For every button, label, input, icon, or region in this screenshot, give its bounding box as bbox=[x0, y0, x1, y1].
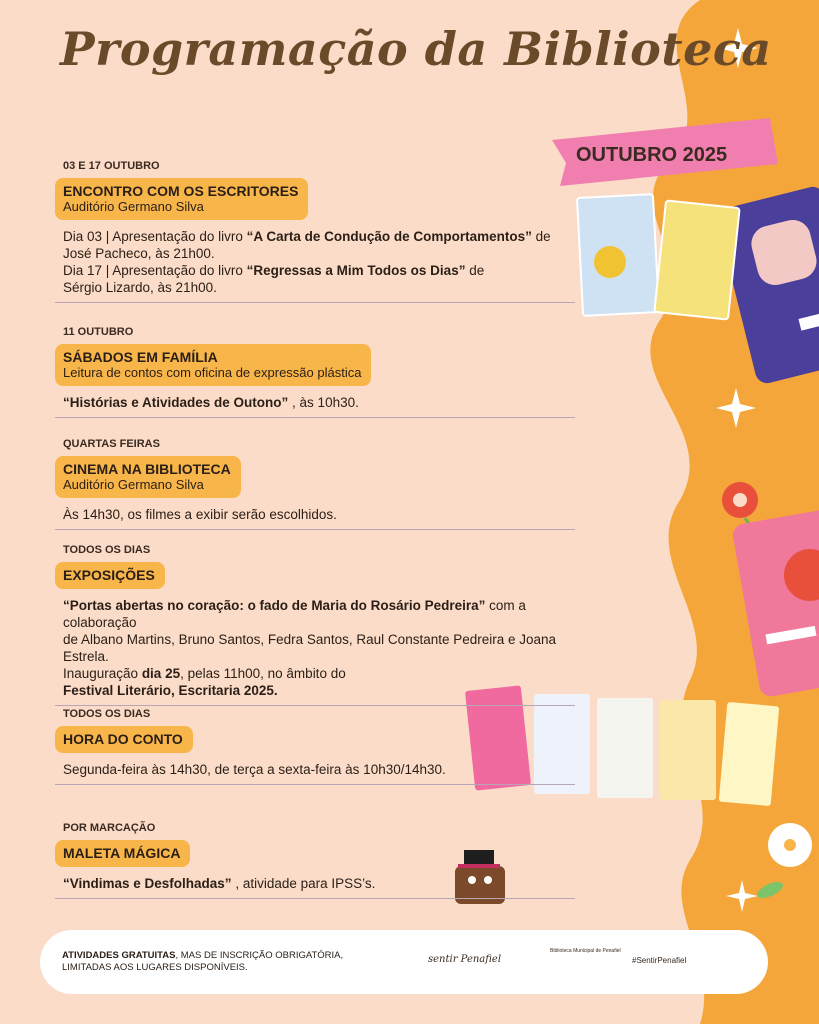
book-cover-regressas bbox=[654, 200, 739, 319]
section-body-line bbox=[63, 597, 575, 631]
line-prefix: Dia 03 | Apresentação do livro bbox=[63, 229, 247, 244]
line-bold: “Portas abertas no coração: o fado de Maria do Rosário Pedreira” bbox=[63, 598, 486, 613]
section-body-line bbox=[63, 228, 575, 245]
section-date: TODOS OS DIAS bbox=[63, 544, 151, 556]
line-prefix: Sérgio Lizardo, às 21h00. bbox=[63, 280, 217, 295]
section-date: 11 OUTUBRO bbox=[63, 326, 134, 338]
program-section bbox=[55, 822, 575, 899]
section-title: ENCONTRO COM OS ESCRITORES bbox=[63, 183, 299, 199]
section-body-line bbox=[63, 682, 575, 699]
section-date: POR MARCAÇÃO bbox=[63, 822, 156, 834]
section-title-pill bbox=[55, 456, 241, 498]
program-section bbox=[55, 326, 575, 418]
section-divider bbox=[55, 705, 575, 706]
program-section bbox=[55, 708, 575, 785]
line-prefix: José Pacheco, às 21h00. bbox=[63, 246, 215, 261]
line-prefix: Segunda-feira às 14h30, de terça a sexta-feira às 10h30/14h30. bbox=[63, 762, 446, 777]
line-bold: Festival Literário, Escritaria 2025. bbox=[63, 683, 278, 698]
section-body bbox=[63, 506, 575, 523]
line-prefix: Inauguração bbox=[63, 666, 142, 681]
section-body-line bbox=[63, 761, 575, 778]
line-prefix: Dia 17 | Apresentação do livro bbox=[63, 263, 247, 278]
section-body-line bbox=[63, 631, 575, 665]
section-title: MALETA MÁGICA bbox=[63, 845, 181, 861]
line-bold: “Histórias e Atividades de Outono” bbox=[63, 395, 289, 410]
section-title: EXPOSIÇÕES bbox=[63, 567, 155, 583]
section-divider bbox=[55, 302, 575, 303]
section-title-pill bbox=[55, 344, 371, 386]
section-title: SÁBADOS EM FAMÍLIA bbox=[63, 349, 218, 365]
line-bold: “Vindimas e Desfolhadas” bbox=[63, 876, 232, 891]
section-body bbox=[63, 597, 575, 699]
sentir-penafiel-logo: sentir Penafiel bbox=[428, 954, 502, 965]
section-title-pill bbox=[55, 562, 165, 589]
line-bold: “Regressas a Mim Todos os Dias” bbox=[246, 263, 466, 278]
line-prefix: de Albano Martins, Bruno Santos, Fedra Santos, Raul Constante Pedreira e Joana Estrela. bbox=[63, 632, 557, 664]
line-suffix: de bbox=[531, 229, 551, 244]
section-subtitle: Auditório Germano Silva bbox=[63, 199, 204, 214]
section-date: QUARTAS FEIRAS bbox=[63, 438, 160, 450]
section-title: CINEMA NA BIBLIOTECA bbox=[63, 461, 231, 477]
section-body-line bbox=[63, 279, 575, 296]
line-bold: “A Carta de Condução de Comportamentos” bbox=[246, 229, 532, 244]
section-divider bbox=[55, 417, 575, 418]
biblioteca-logo: Biblioteca Municipal de Penafiel bbox=[550, 948, 621, 954]
section-body bbox=[63, 875, 575, 892]
line-prefix: Às 14h30, os filmes a exibir serão escolhidos. bbox=[63, 507, 337, 522]
section-divider bbox=[55, 784, 575, 785]
section-title-pill bbox=[55, 178, 308, 220]
section-subtitle: Leitura de contos com oficina de expressão plástica bbox=[63, 365, 362, 380]
section-date: 03 E 17 OUTUBRO bbox=[63, 160, 160, 172]
section-body-line bbox=[63, 665, 575, 682]
section-body-line bbox=[63, 262, 575, 279]
footer-notice-bold: ATIVIDADES GRATUITAS bbox=[62, 950, 176, 961]
section-body-line bbox=[63, 875, 575, 892]
section-divider bbox=[55, 898, 575, 899]
social-hashtag: #SentirPenafiel bbox=[632, 956, 687, 965]
section-body-line bbox=[63, 394, 575, 411]
section-body-line bbox=[63, 506, 575, 523]
section-divider bbox=[55, 529, 575, 530]
page-title: Programação da Biblioteca bbox=[60, 22, 772, 76]
program-section bbox=[55, 160, 575, 303]
footer-notice-rest: , MAS DE INSCRIÇÃO OBRIGATÓRIA, bbox=[175, 950, 344, 961]
section-body bbox=[63, 228, 575, 296]
section-title: HORA DO CONTO bbox=[63, 731, 183, 747]
section-body bbox=[63, 394, 575, 411]
book-cover-carta bbox=[577, 194, 659, 316]
section-title-pill bbox=[55, 726, 193, 753]
line-suffix: , atividade para IPSS’s. bbox=[231, 876, 376, 891]
line-bold: dia 25 bbox=[141, 666, 181, 681]
section-title-pill bbox=[55, 840, 190, 867]
program-section bbox=[55, 544, 575, 706]
section-subtitle: Auditório Germano Silva bbox=[63, 477, 204, 492]
line-suffix: , pelas 11h00, no âmbito do bbox=[180, 666, 346, 681]
month-label: OUTUBRO 2025 bbox=[576, 144, 728, 166]
line-suffix: com a colaboração bbox=[63, 598, 526, 630]
program-section bbox=[55, 438, 575, 530]
line-suffix: , às 10h30. bbox=[288, 395, 359, 410]
section-date: TODOS OS DIAS bbox=[63, 708, 151, 720]
footer-bar bbox=[40, 930, 768, 994]
footer-notice-line2: LIMITADAS AOS LUGARES DISPONÍVEIS. bbox=[62, 962, 248, 973]
line-suffix: de bbox=[465, 263, 485, 278]
section-body bbox=[63, 761, 575, 778]
section-body-line bbox=[63, 245, 575, 262]
footer-notice bbox=[62, 950, 343, 974]
